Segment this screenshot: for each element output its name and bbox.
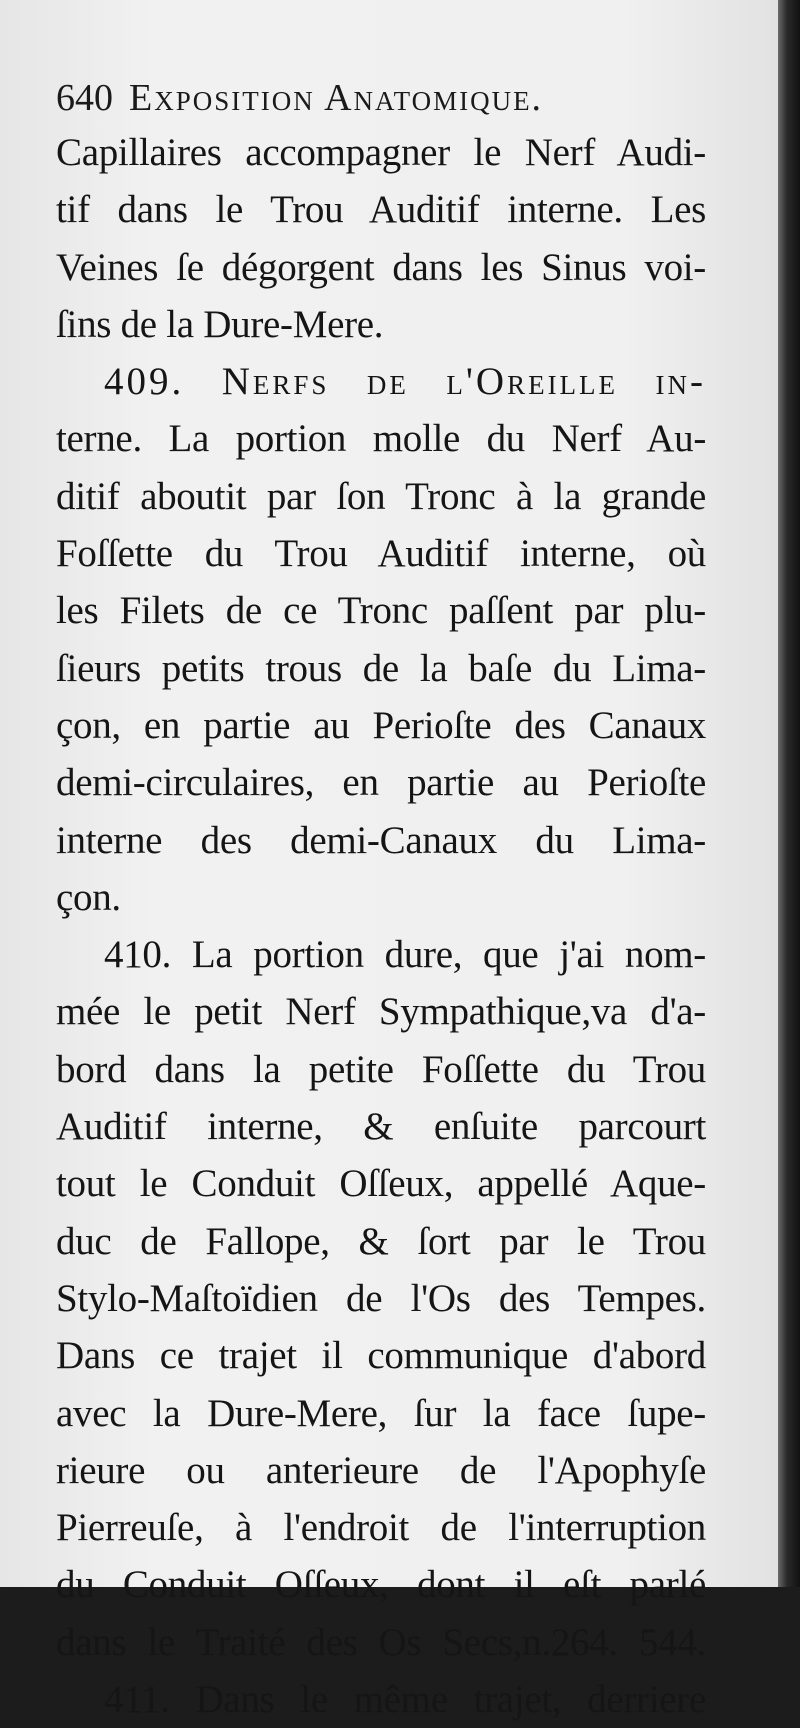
text-line: du Conduit Oſſeux, dont il eſt parlé [56,1563,706,1607]
text-line: terne. La portion molle du Nerf Au- [56,417,706,461]
text-line: Stylo-Maſtoïdien de l'Os des Tempes. [56,1276,706,1320]
text-line: ſieurs petits trous de la baſe du Lima- [56,646,706,690]
body-text [56,124,706,1728]
text-line: Pierreuſe, à l'endroit de l'interruption [56,1506,706,1550]
text-line: Foſſette du Trou Auditif interne, où [56,532,706,576]
text-line: mée le petit Nerf Sympathique,va d'a- [56,990,706,1034]
text-line: ſins de la Dure-Mere. [56,302,384,346]
text-line: tif dans le Trou Auditif interne. Les [56,188,706,232]
text-line: rieure ou anterieure de l'Apophyſe [56,1448,706,1492]
running-title: Exposition Anatomique. [129,77,544,119]
text-line: Capillaires accompagner le Nerf Audi- [56,131,706,174]
section-heading-409: 409. Nerfs de l'Oreille in- [104,360,706,404]
text-line: ditif aboutit par ſon Tronc à la grande [56,474,706,518]
text-line: interne des demi-Canaux du Lima- [56,818,706,862]
page-number: 640 [56,77,113,119]
text-line: tout le Conduit Oſſeux, appellé Aque- [56,1162,706,1206]
running-header [56,72,706,124]
page-edge-shadow [778,0,800,1587]
text-line: Dans ce trajet il communique d'abord [56,1334,706,1378]
text-line: demi-circulaires, en partie au Perioſte [56,761,706,805]
text-line: çon. [56,875,121,919]
text-line: les Filets de ce Tronc paſſent par plu- [56,589,706,633]
text-line: Auditif interne, & enſuite parcourt [56,1105,706,1149]
text-line: duc de Fallope, & ſort par le Trou [56,1219,706,1263]
text-line: avec la Dure-Mere, ſur la face ſupe- [56,1391,706,1435]
text-line: dans le Traité des Os Secs,n.264. 544. [56,1620,706,1664]
text-line: Veines ſe dégorgent dans les Sinus voi- [56,245,706,289]
text-line: bord dans la petite Foſſette du Trou [56,1047,706,1091]
paragraph-410-start: 410. La portion dure, que j'ai nom- [104,933,706,977]
text-line: çon, en partie au Perioſte des Canaux [56,703,706,747]
paragraph-411-start: 411. Dans le même trajet, derriere [104,1678,706,1722]
